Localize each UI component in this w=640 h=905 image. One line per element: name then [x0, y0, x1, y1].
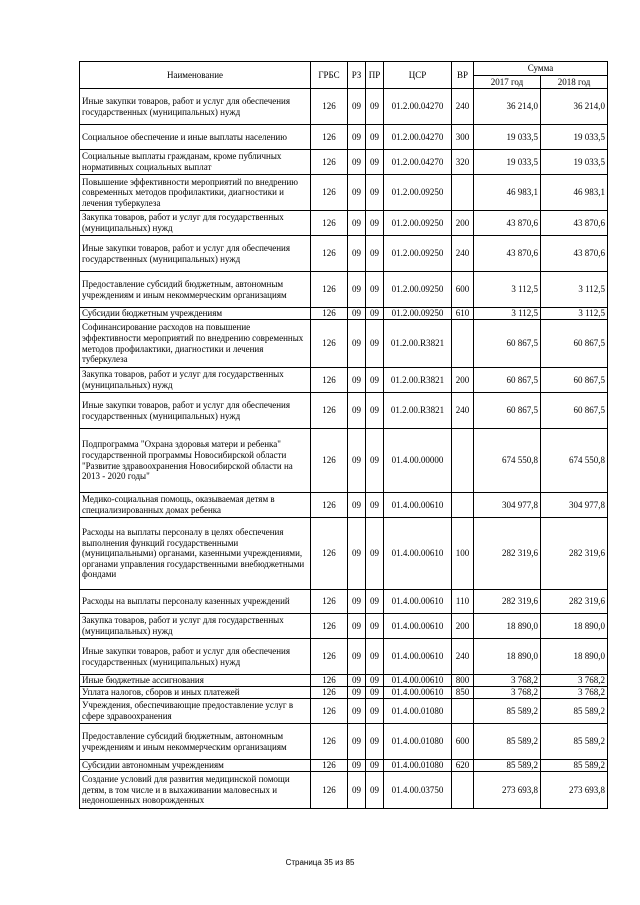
- row-sum-2017: 3 768,2: [474, 687, 541, 699]
- row-grbs: 126: [311, 639, 348, 675]
- row-sum-2018: 18 890,0: [541, 639, 608, 675]
- row-grbs: 126: [311, 675, 348, 687]
- row-sum-2017: 85 589,2: [474, 760, 541, 772]
- row-pr: 09: [366, 368, 384, 393]
- row-vr: [452, 493, 474, 518]
- row-name: Иные закупки товаров, работ и услуг для обеспечения государственных (муниципальных) нужд: [80, 236, 311, 272]
- row-name: Расходы на выплаты персоналу казенных учреждений: [80, 590, 311, 614]
- row-csr: 01.2.00.09250: [384, 272, 452, 308]
- row-sum-2017: 3 112,5: [474, 272, 541, 308]
- budget-table: [79, 61, 608, 809]
- row-name: Социальные выплаты гражданам, кроме публичных нормативных социальных выплат: [80, 150, 311, 175]
- header-vr: ВР: [452, 62, 474, 89]
- row-sum-2018: 18 890,0: [541, 614, 608, 639]
- row-pr: 09: [366, 320, 384, 368]
- row-csr: 01.2.00.09250: [384, 236, 452, 272]
- row-vr: 800: [452, 675, 474, 687]
- row-rz: 09: [348, 308, 366, 320]
- row-vr: 240: [452, 393, 474, 429]
- row-name: Закупка товаров, работ и услуг для государственных (муниципальных) нужд: [80, 368, 311, 393]
- row-csr: 01.4.00.00000: [384, 429, 452, 493]
- row-name: Иные закупки товаров, работ и услуг для обеспечения государственных (муниципальных) нужд: [80, 393, 311, 429]
- table-row: [80, 429, 608, 493]
- header-grbs: ГРБС: [311, 62, 348, 89]
- page-number: Страница 35 из 85: [285, 858, 355, 867]
- row-pr: 09: [366, 699, 384, 724]
- row-rz: 09: [348, 150, 366, 175]
- table-row: [80, 368, 608, 393]
- row-name: Предоставление субсидий бюджетным, автономным учреждениям и иным некоммерческим организациям: [80, 272, 311, 308]
- row-rz: 09: [348, 175, 366, 211]
- row-name: Иные закупки товаров, работ и услуг для обеспечения государственных (муниципальных) нужд: [80, 89, 311, 125]
- header-2018: 2018 год: [541, 76, 608, 89]
- row-grbs: 126: [311, 724, 348, 760]
- table-row: [80, 590, 608, 614]
- row-csr: 01.4.00.00610: [384, 639, 452, 675]
- row-csr: 01.4.00.00610: [384, 493, 452, 518]
- row-vr: [452, 772, 474, 809]
- row-pr: 09: [366, 614, 384, 639]
- row-sum-2018: 273 693,8: [541, 772, 608, 809]
- row-grbs: 126: [311, 590, 348, 614]
- row-sum-2018: 19 033,5: [541, 125, 608, 150]
- table-row: [80, 675, 608, 687]
- row-sum-2017: 18 890,0: [474, 614, 541, 639]
- row-name: Учреждения, обеспечивающие предоставление услуг в сфере здравоохранения: [80, 699, 311, 724]
- row-grbs: 126: [311, 699, 348, 724]
- row-vr: 320: [452, 150, 474, 175]
- row-pr: 09: [366, 590, 384, 614]
- row-pr: 09: [366, 308, 384, 320]
- row-csr: 01.4.00.01080: [384, 724, 452, 760]
- row-csr: 01.2.00.04270: [384, 125, 452, 150]
- row-rz: 09: [348, 211, 366, 236]
- row-grbs: 126: [311, 150, 348, 175]
- row-rz: 09: [348, 518, 366, 590]
- row-sum-2017: 273 693,8: [474, 772, 541, 809]
- row-sum-2017: 43 870,6: [474, 236, 541, 272]
- row-pr: 09: [366, 429, 384, 493]
- row-vr: 100: [452, 518, 474, 590]
- row-sum-2018: 60 867,5: [541, 393, 608, 429]
- table-row: [80, 614, 608, 639]
- row-csr: 01.4.00.03750: [384, 772, 452, 809]
- row-name: Софинансирование расходов на повышение эффективности мероприятий по внедрению современных методов профилактики, диагностики и лечения туберкулеза: [80, 320, 311, 368]
- row-csr: 01.4.00.00610: [384, 518, 452, 590]
- row-csr: 01.4.00.00610: [384, 675, 452, 687]
- row-vr: [452, 429, 474, 493]
- row-sum-2017: 304 977,8: [474, 493, 541, 518]
- row-name: Иные закупки товаров, работ и услуг для обеспечения государственных (муниципальных) нужд: [80, 639, 311, 675]
- row-vr: 240: [452, 639, 474, 675]
- row-pr: 09: [366, 175, 384, 211]
- row-sum-2018: 674 550,8: [541, 429, 608, 493]
- row-pr: 09: [366, 211, 384, 236]
- table-row: [80, 89, 608, 125]
- row-pr: 09: [366, 272, 384, 308]
- row-rz: 09: [348, 125, 366, 150]
- row-grbs: 126: [311, 393, 348, 429]
- table-row: [80, 687, 608, 699]
- row-rz: 09: [348, 590, 366, 614]
- row-rz: 09: [348, 760, 366, 772]
- row-sum-2018: 85 589,2: [541, 724, 608, 760]
- table-row: [80, 493, 608, 518]
- table-row: [80, 639, 608, 675]
- row-rz: 09: [348, 687, 366, 699]
- row-csr: 01.2.00.R3821: [384, 320, 452, 368]
- row-sum-2017: 36 214,0: [474, 89, 541, 125]
- row-rz: 09: [348, 639, 366, 675]
- row-pr: 09: [366, 675, 384, 687]
- row-sum-2017: 18 890,0: [474, 639, 541, 675]
- row-vr: 620: [452, 760, 474, 772]
- row-pr: 09: [366, 125, 384, 150]
- table-row: [80, 760, 608, 772]
- row-csr: 01.4.00.01080: [384, 699, 452, 724]
- row-sum-2018: 3 112,5: [541, 272, 608, 308]
- table-row: [80, 125, 608, 150]
- row-csr: 01.2.00.R3821: [384, 368, 452, 393]
- row-sum-2017: 19 033,5: [474, 125, 541, 150]
- row-grbs: 126: [311, 308, 348, 320]
- table-row: [80, 272, 608, 308]
- row-pr: 09: [366, 89, 384, 125]
- header-csr: ЦСР: [384, 62, 452, 89]
- row-csr: 01.2.00.04270: [384, 150, 452, 175]
- row-name: Предоставление субсидий бюджетным, автономным учреждениям и иным некоммерческим организациям: [80, 724, 311, 760]
- row-sum-2018: 60 867,5: [541, 320, 608, 368]
- row-csr: 01.2.00.R3821: [384, 393, 452, 429]
- row-name: Медико-социальная помощь, оказываемая детям в специализированных домах ребенка: [80, 493, 311, 518]
- row-vr: 240: [452, 236, 474, 272]
- row-sum-2018: 282 319,6: [541, 590, 608, 614]
- row-name: Субсидии автономным учреждениям: [80, 760, 311, 772]
- row-rz: 09: [348, 772, 366, 809]
- row-grbs: 126: [311, 614, 348, 639]
- row-csr: 01.4.00.00610: [384, 614, 452, 639]
- row-name: Социальное обеспечение и иные выплаты населению: [80, 125, 311, 150]
- row-csr: 01.2.00.09250: [384, 211, 452, 236]
- row-name: Расходы на выплаты персоналу в целях обеспечения выполнения функций государственными (муниципальными) органами, казенными учреждениями, органами управления государственными внебюджетными фондами: [80, 518, 311, 590]
- row-sum-2018: 85 589,2: [541, 699, 608, 724]
- row-vr: 200: [452, 368, 474, 393]
- row-csr: 01.4.00.00610: [384, 687, 452, 699]
- row-vr: 200: [452, 614, 474, 639]
- row-name: Иные бюджетные ассигнования: [80, 675, 311, 687]
- row-sum-2017: 19 033,5: [474, 150, 541, 175]
- row-rz: 09: [348, 272, 366, 308]
- row-rz: 09: [348, 493, 366, 518]
- table-row: [80, 393, 608, 429]
- row-sum-2018: 282 319,6: [541, 518, 608, 590]
- row-sum-2018: 60 867,5: [541, 368, 608, 393]
- row-vr: 850: [452, 687, 474, 699]
- row-grbs: 126: [311, 429, 348, 493]
- row-sum-2018: 3 112,5: [541, 308, 608, 320]
- row-grbs: 126: [311, 211, 348, 236]
- table-row: [80, 724, 608, 760]
- row-vr: 240: [452, 89, 474, 125]
- row-vr: 200: [452, 211, 474, 236]
- row-vr: [452, 320, 474, 368]
- row-sum-2018: 85 589,2: [541, 760, 608, 772]
- row-pr: 09: [366, 724, 384, 760]
- row-grbs: 126: [311, 320, 348, 368]
- row-name: Создание условий для развития медицинской помощи детям, в том числе и в выхаживании маловесных и недоношенных новорожденных: [80, 772, 311, 809]
- row-pr: 09: [366, 639, 384, 675]
- row-csr: 01.2.00.09250: [384, 175, 452, 211]
- row-sum-2017: 43 870,6: [474, 211, 541, 236]
- row-sum-2018: 46 983,1: [541, 175, 608, 211]
- row-rz: 09: [348, 393, 366, 429]
- row-sum-2017: 85 589,2: [474, 724, 541, 760]
- header-rz: РЗ: [348, 62, 366, 89]
- row-grbs: 126: [311, 368, 348, 393]
- row-vr: [452, 175, 474, 211]
- row-sum-2017: 674 550,8: [474, 429, 541, 493]
- row-sum-2017: 282 319,6: [474, 590, 541, 614]
- table-row: [80, 518, 608, 590]
- row-rz: 09: [348, 236, 366, 272]
- row-csr: 01.4.00.01080: [384, 760, 452, 772]
- row-pr: 09: [366, 493, 384, 518]
- row-name: Повышение эффективности мероприятий по внедрению современных методов профилактики, диагностики и лечения туберкулеза: [80, 175, 311, 211]
- table-row: [80, 175, 608, 211]
- row-sum-2018: 3 768,2: [541, 675, 608, 687]
- row-rz: 09: [348, 724, 366, 760]
- row-sum-2017: 282 319,6: [474, 518, 541, 590]
- row-grbs: 126: [311, 125, 348, 150]
- row-vr: 600: [452, 724, 474, 760]
- row-vr: 110: [452, 590, 474, 614]
- table-body: [80, 89, 608, 809]
- table-row: [80, 150, 608, 175]
- table-row: [80, 236, 608, 272]
- row-sum-2018: 304 977,8: [541, 493, 608, 518]
- row-sum-2017: 3 768,2: [474, 675, 541, 687]
- header-sum: Сумма: [474, 62, 608, 76]
- row-rz: 09: [348, 675, 366, 687]
- row-rz: 09: [348, 699, 366, 724]
- row-grbs: 126: [311, 175, 348, 211]
- row-sum-2017: 85 589,2: [474, 699, 541, 724]
- row-sum-2017: 60 867,5: [474, 320, 541, 368]
- row-csr: 01.4.00.00610: [384, 590, 452, 614]
- row-grbs: 126: [311, 518, 348, 590]
- row-pr: 09: [366, 518, 384, 590]
- row-pr: 09: [366, 687, 384, 699]
- row-name: Уплата налогов, сборов и иных платежей: [80, 687, 311, 699]
- row-grbs: 126: [311, 772, 348, 809]
- row-rz: 09: [348, 614, 366, 639]
- row-rz: 09: [348, 89, 366, 125]
- row-sum-2018: 43 870,6: [541, 211, 608, 236]
- row-sum-2017: 60 867,5: [474, 368, 541, 393]
- row-pr: 09: [366, 150, 384, 175]
- row-sum-2018: 3 768,2: [541, 687, 608, 699]
- row-grbs: 126: [311, 687, 348, 699]
- table-row: [80, 211, 608, 236]
- row-csr: 01.2.00.04270: [384, 89, 452, 125]
- row-sum-2017: 46 983,1: [474, 175, 541, 211]
- row-rz: 09: [348, 320, 366, 368]
- row-vr: [452, 699, 474, 724]
- row-grbs: 126: [311, 272, 348, 308]
- row-pr: 09: [366, 760, 384, 772]
- table-row: [80, 308, 608, 320]
- header-pr: ПР: [366, 62, 384, 89]
- header-name: Наименование: [80, 62, 311, 89]
- row-pr: 09: [366, 236, 384, 272]
- header-2017: 2017 год: [474, 76, 541, 89]
- row-name: Закупка товаров, работ и услуг для государственных (муниципальных) нужд: [80, 614, 311, 639]
- row-pr: 09: [366, 772, 384, 809]
- row-grbs: 126: [311, 493, 348, 518]
- row-sum-2018: 19 033,5: [541, 150, 608, 175]
- row-sum-2017: 60 867,5: [474, 393, 541, 429]
- row-name: Подпрограмма "Охрана здоровья матери и ребенка" государственной программы Новосибирской области "Развитие здравоохранения Новосибирской области на 2013 - 2020 годы": [80, 429, 311, 493]
- row-csr: 01.2.00.09250: [384, 308, 452, 320]
- row-sum-2018: 36 214,0: [541, 89, 608, 125]
- table-row: [80, 320, 608, 368]
- row-vr: 300: [452, 125, 474, 150]
- row-name: Закупка товаров, работ и услуг для государственных (муниципальных) нужд: [80, 211, 311, 236]
- row-vr: 600: [452, 272, 474, 308]
- row-rz: 09: [348, 429, 366, 493]
- row-vr: 610: [452, 308, 474, 320]
- row-grbs: 126: [311, 760, 348, 772]
- table-row: [80, 699, 608, 724]
- table-row: [80, 772, 608, 809]
- row-rz: 09: [348, 368, 366, 393]
- row-name: Субсидии бюджетным учреждениям: [80, 308, 311, 320]
- row-grbs: 126: [311, 236, 348, 272]
- row-sum-2018: 43 870,6: [541, 236, 608, 272]
- row-sum-2017: 3 112,5: [474, 308, 541, 320]
- row-grbs: 126: [311, 89, 348, 125]
- row-pr: 09: [366, 393, 384, 429]
